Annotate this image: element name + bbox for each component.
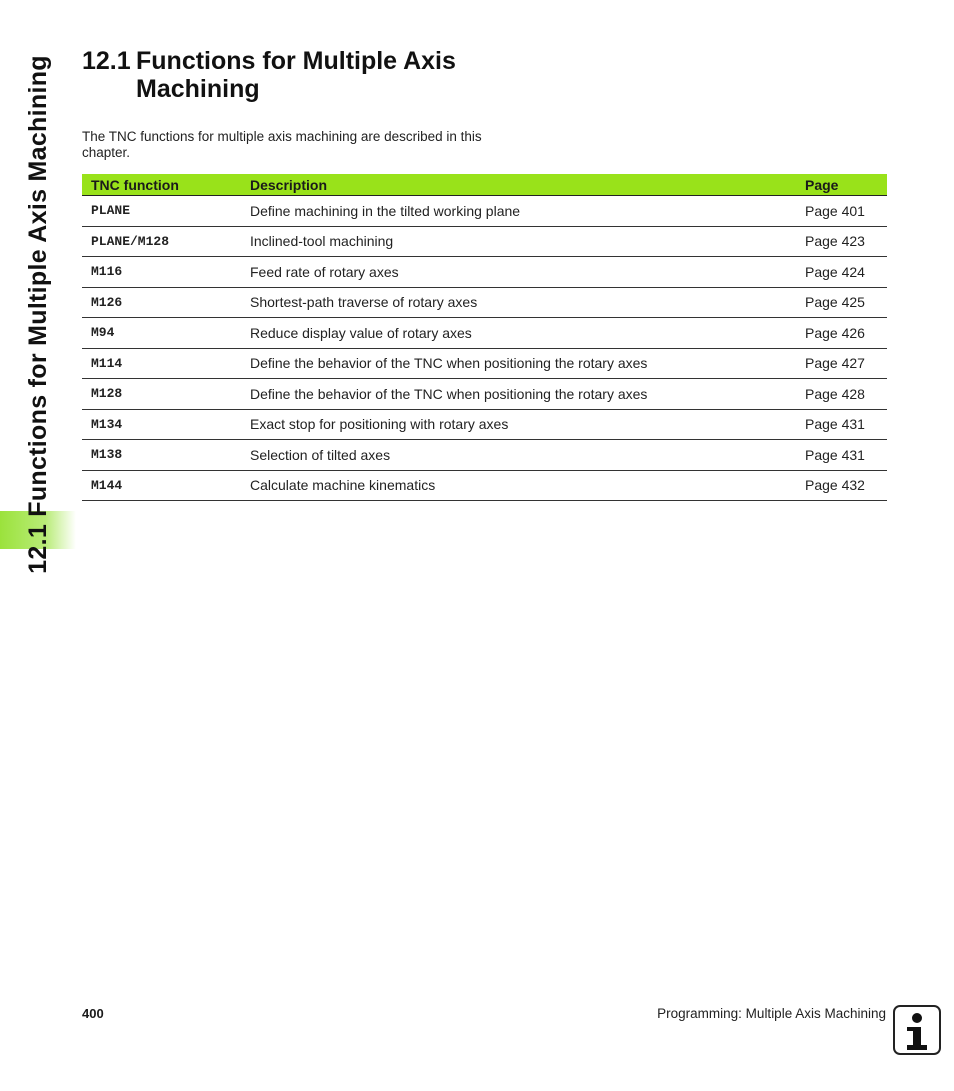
table-row [82, 226, 887, 257]
description-cell: Feed rate of rotary axes [241, 257, 796, 288]
info-icon-stem [913, 1027, 921, 1047]
functions-table [82, 174, 887, 501]
section-title-line1: Functions for Multiple Axis [136, 47, 456, 75]
table-row [82, 348, 887, 379]
function-cell: PLANE/M128 [82, 226, 241, 257]
section-number: 12.1 [82, 47, 131, 75]
side-chapter-title [20, 52, 56, 576]
page-cell: Page 423 [796, 226, 887, 257]
description-cell: Calculate machine kinematics [241, 470, 796, 501]
function-cell: M134 [82, 409, 241, 440]
page-number: 400 [82, 1006, 104, 1021]
function-cell: M94 [82, 318, 241, 349]
header-tnc-function: TNC function [82, 174, 241, 196]
table-header-row [82, 174, 887, 196]
page-cell: Page 431 [796, 409, 887, 440]
section-heading [82, 47, 542, 103]
function-cell: PLANE [82, 196, 241, 227]
header-page: Page [796, 174, 887, 196]
description-cell: Inclined-tool machining [241, 226, 796, 257]
page-cell: Page 425 [796, 287, 887, 318]
page-cell: Page 427 [796, 348, 887, 379]
function-cell: M126 [82, 287, 241, 318]
table-row [82, 196, 887, 227]
info-icon [893, 1005, 941, 1055]
table-row [82, 379, 887, 410]
page-cell: Page 432 [796, 470, 887, 501]
table-row [82, 440, 887, 471]
function-cell: M138 [82, 440, 241, 471]
table-row [82, 257, 887, 288]
description-cell: Define the behavior of the TNC when positioning the rotary axes [241, 348, 796, 379]
function-cell: M144 [82, 470, 241, 501]
intro-paragraph: The TNC functions for multiple axis machining are described in this chapter. [82, 129, 482, 160]
description-cell: Exact stop for positioning with rotary axes [241, 409, 796, 440]
page-cell: Page 424 [796, 257, 887, 288]
table-row [82, 318, 887, 349]
function-cell: M114 [82, 348, 241, 379]
info-icon-base [907, 1045, 927, 1050]
description-cell: Selection of tilted axes [241, 440, 796, 471]
description-cell: Reduce display value of rotary axes [241, 318, 796, 349]
footer-title: Programming: Multiple Axis Machining [657, 1006, 886, 1021]
page-cell: Page 401 [796, 196, 887, 227]
table-row [82, 409, 887, 440]
function-cell: M128 [82, 379, 241, 410]
description-cell: Define the behavior of the TNC when positioning the rotary axes [241, 379, 796, 410]
info-icon-dot [912, 1013, 922, 1023]
header-description: Description [241, 174, 796, 196]
section-title-line2: Machining [136, 75, 260, 103]
side-chapter-title-text: 12.1 Functions for Multiple Axis Machining [23, 54, 52, 574]
page-cell: Page 428 [796, 379, 887, 410]
description-cell: Shortest-path traverse of rotary axes [241, 287, 796, 318]
page-cell: Page 431 [796, 440, 887, 471]
function-cell: M116 [82, 257, 241, 288]
table-row [82, 470, 887, 501]
description-cell: Define machining in the tilted working plane [241, 196, 796, 227]
page-cell: Page 426 [796, 318, 887, 349]
table-row [82, 287, 887, 318]
